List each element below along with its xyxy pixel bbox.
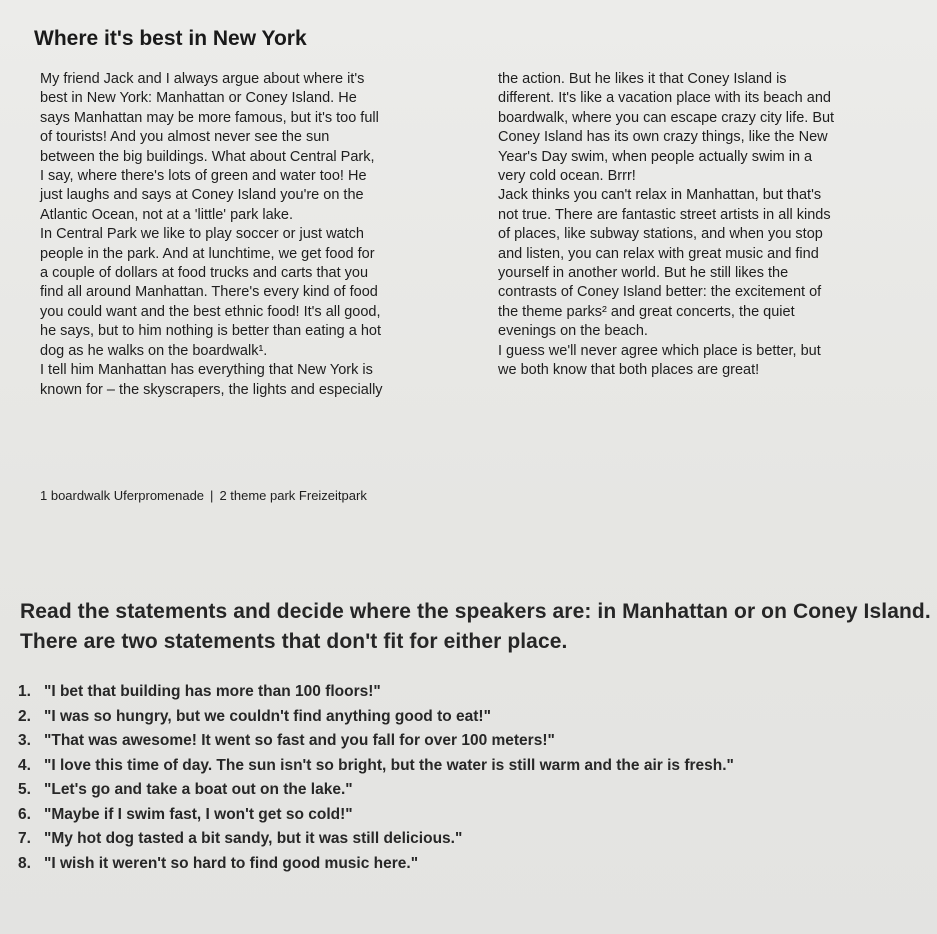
statement-text: "I bet that building has more than 100 floors!" [44,683,381,700]
task-instruction: Read the statements and decide where the speakers are: in Manhattan or on Coney Island. There are two statements that don't fit for either place. [20,600,931,653]
article-line: just laughs and says at Coney Island you're on the [40,187,364,204]
article-line: Jack thinks you can't relax in Manhattan, but that's [498,187,822,204]
article-line: In Central Park we like to play soccer or just watch [40,226,364,243]
statement-text: "I love this time of day. The sun isn't so bright, but the water is still warm and the air is fresh." [44,756,734,774]
article-line: My friend Jack and I always argue about where it's [40,71,365,87]
article-line: Coney Island has its own crazy things, like the New [498,129,828,146]
article-line: known for – the skyscrapers, the lights and especially [40,381,383,398]
statement-item [18,827,734,852]
article-line: you could want and the best ethnic food! It's all good, [40,303,381,320]
statement-number: 6. [18,805,31,823]
statement-number: 1. [18,683,31,700]
statement-number: 5. [18,781,31,798]
statement-text: "That was awesome! It went so fast and you fall for over 100 meters!" [44,732,555,749]
article-line: and listen, you can relax with great music and find [498,245,819,262]
statement-number: 4. [18,756,31,774]
article-line: between the big buildings. What about Central Park, [40,148,375,165]
statement-item [18,680,734,705]
footnote-boardwalk: 1 boardwalk Uferpromenade [40,488,205,503]
statement-text: "Let's go and take a boat out on the lake." [44,781,353,798]
article-line: we both know that both places are great! [498,362,760,379]
statement-list [18,680,734,876]
article-line: contrasts of Coney Island better: the excitement of [498,284,822,301]
article-line: I tell him Manhattan has everything that New York is [40,362,373,379]
statement-item [18,803,734,828]
article-line: dog as he walks on the boardwalk¹. [40,342,268,359]
article-line: best in New York: Manhattan or Coney Island. He [40,90,357,107]
article-line: evenings on the beach. [498,323,648,340]
article-line: the theme parks² and great concerts, the quiet [498,303,795,320]
article-left-column [40,70,480,400]
statement-item [18,754,734,779]
article-title: Where it's best in New York [34,27,307,50]
statement-number: 7. [18,830,31,847]
footnote-theme-park: 2 theme park Freizeitpark [219,488,367,503]
article-line: the action. But he likes it that Coney Island is [498,71,787,87]
footnote-separator: | [210,488,214,503]
statement-text: "My hot dog tasted a bit sandy, but it was still delicious." [44,830,463,847]
statement-text: "I was so hungry, but we couldn't find anything good to eat!" [44,707,491,725]
statement-item [18,729,734,754]
article-line: not true. There are fantastic street artists in all kinds [498,206,831,223]
article-line: he says, but to him nothing is better than eating a hot [40,323,381,340]
statement-item [18,852,734,877]
article-line: says Manhattan may be more famous, but it's too full [40,109,379,126]
article-line: Year's Day swim, when people actually swim in a [498,148,813,165]
statement-item [18,705,734,730]
article-line: different. It's like a vacation place with its beach and [498,90,831,107]
article-line: find all around Manhattan. There's every kind of food [40,284,378,301]
statement-number: 2. [18,707,31,725]
article-line: I guess we'll never agree which place is better, but [498,342,821,359]
article-line: yourself in another world. But he still likes the [498,265,789,282]
statement-text: "Maybe if I swim fast, I won't get so cold!" [44,805,353,823]
article-line: of places, like subway stations, and when you stop [498,226,823,243]
article-right-column [498,70,918,381]
statement-item [18,778,734,803]
statement-number: 3. [18,732,31,749]
article-line: of tourists! And you almost never see the sun [40,129,330,146]
statement-number: 8. [18,854,31,872]
article-line: Atlantic Ocean, not at a 'little' park lake. [40,206,293,223]
article-line: I say, where there's lots of green and water too! He [40,168,367,185]
article-line: a couple of dollars at food trucks and carts that you [40,265,369,282]
statement-text: "I wish it weren't so hard to find good music here." [44,854,419,872]
article-line: boardwalk, where you can escape crazy city life. But [498,109,835,126]
footnotes [40,488,367,503]
article-line: people in the park. And at lunchtime, we get food for [40,245,375,262]
article-line: very cold ocean. Brrr! [498,168,636,185]
